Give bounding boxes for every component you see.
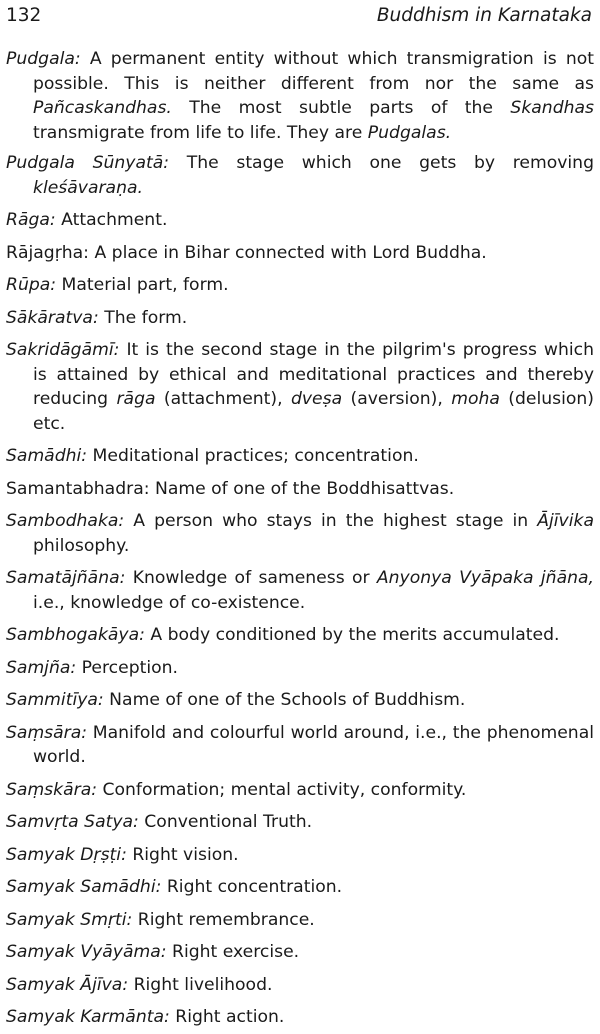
glossary-entry [6,151,594,200]
glossary-term: Samyak Ājīva: [6,974,129,995]
glossary-entry [6,509,594,558]
glossary-entry [6,843,594,868]
definition-italic: Skandhas [510,98,594,118]
glossary-entry [6,566,594,615]
definition-italic: Anyonya Vyāpaka jñāna, [376,568,594,588]
definition-italic: rāga [116,389,156,409]
definition-text: Material part, form. [56,275,229,295]
definition-text: A person who stays in the highest stage in [124,511,538,531]
glossary-term: Samādhi: [6,446,88,466]
glossary-term: Samyak Smṛti: [6,909,133,930]
glossary-entry [6,810,594,835]
definition-text: It is the second stage in the pilgrim's progress which is attained by ethical and meditational practices and thereby reducing [33,340,594,409]
glossary-entry [6,721,594,770]
definition-text: (delusion) etc. [33,389,594,434]
glossary-list [6,47,594,1030]
glossary-term: Rāga: [6,210,56,230]
definition-italic: moha [451,389,500,409]
glossary-entry [6,241,594,266]
glossary-entry [6,908,594,933]
glossary-entry [6,656,594,681]
definition-text: A body conditioned by the merits accumulated. [144,625,560,645]
glossary-term: Samjña: [6,657,77,678]
glossary-entry [6,875,594,900]
glossary-term: Sākāratva: [6,307,99,328]
definition-italic: Ājīvika [537,511,594,531]
definition-text: (attachment), [155,389,291,409]
glossary-entry [6,444,594,469]
glossary-entry [6,688,594,713]
definition-text: transmigrate from life to life. They are [33,122,368,143]
definition-text: philosophy. [33,535,130,556]
definition-text: Conventional Truth. [138,812,313,832]
glossary-entry [6,477,594,502]
definition-italic: Pañcaskandhas. [33,98,172,118]
glossary-entry [6,778,594,803]
glossary-entry [6,273,594,298]
glossary-entry [6,623,594,648]
glossary-term: Samyak Samādhi: [6,877,162,897]
definition-text: Meditational practices; concentration. [87,446,419,466]
glossary-entry [6,47,594,145]
definition-text: Perception. [76,657,178,678]
definition-text: A permanent entity without which transmigration is not possible. This is neither different from nor the same as [33,49,594,94]
definition-text: The form. [98,307,188,328]
definition-text: Right remembrance. [132,909,315,930]
glossary-entry [6,338,594,436]
glossary-term: Saṃsāra: [6,722,88,743]
glossary-entry [6,940,594,965]
glossary-term: Sambodhaka: [6,511,125,531]
glossary-entry [6,208,594,233]
definition-italic: kleśāvaraṇa. [33,177,143,198]
glossary-term: Sakridāgāmī: [6,340,120,360]
definition-italic: Pudgalas. [367,122,452,143]
definition-text: (aversion), [342,389,452,409]
definition-italic: dveṣa [290,389,343,409]
running-title: Buddhism in Karnataka [376,5,592,26]
definition-text: Right vision. [126,844,239,865]
glossary-term: Samyak Vyāyāma: [6,942,167,962]
page-number: 132 [6,5,42,26]
definition-text: Manifold and colourful world around, i.e., the phenomenal world. [33,722,594,767]
definition-text: Attachment. [55,210,168,230]
definition-text: Right livelihood. [128,974,273,995]
glossary-term: Samyak Dṛṣṭi: [6,844,127,865]
glossary-term: Samvṛta Satya: [6,812,139,832]
glossary-term: Sambhogakāya: [6,625,145,645]
definition-text: Right exercise. [166,942,300,962]
page-header [6,4,592,32]
glossary-term: Sammitīya: [6,690,104,710]
glossary-term: Pudgala: [6,49,81,69]
glossary-entry [6,306,594,331]
glossary-term: Rūpa: [6,275,57,295]
definition-text: Name of one of the Schools of Buddhism. [103,690,466,710]
glossary-entry [6,973,594,998]
definition-text: Right concentration. [161,877,343,897]
definition-text: Right action. [169,1007,285,1027]
definition-text: A place in Bihar connected with Lord Buddha. [88,242,487,263]
glossary-term: Rājagṛha: [6,242,89,263]
definition-text: The most subtle parts of the [171,98,511,118]
glossary-entry [6,1005,594,1030]
definition-text: Name of one of the Boddhisattvas. [149,478,455,499]
definition-text: The stage which one gets by removing [169,153,594,173]
definition-text: Knowledge of sameness or [125,568,377,588]
definition-text: Conformation; mental activity, conformity. [97,779,467,800]
glossary-term: Samyak Karmānta: [6,1007,170,1027]
glossary-term: Saṃskāra: [6,779,98,800]
glossary-term: Pudgala Sūnyatā: [6,153,170,173]
glossary-term: Samatājñāna: [6,568,126,588]
glossary-term: Samantabhadra: [6,478,150,499]
definition-text: i.e., knowledge of co-existence. [33,592,306,613]
